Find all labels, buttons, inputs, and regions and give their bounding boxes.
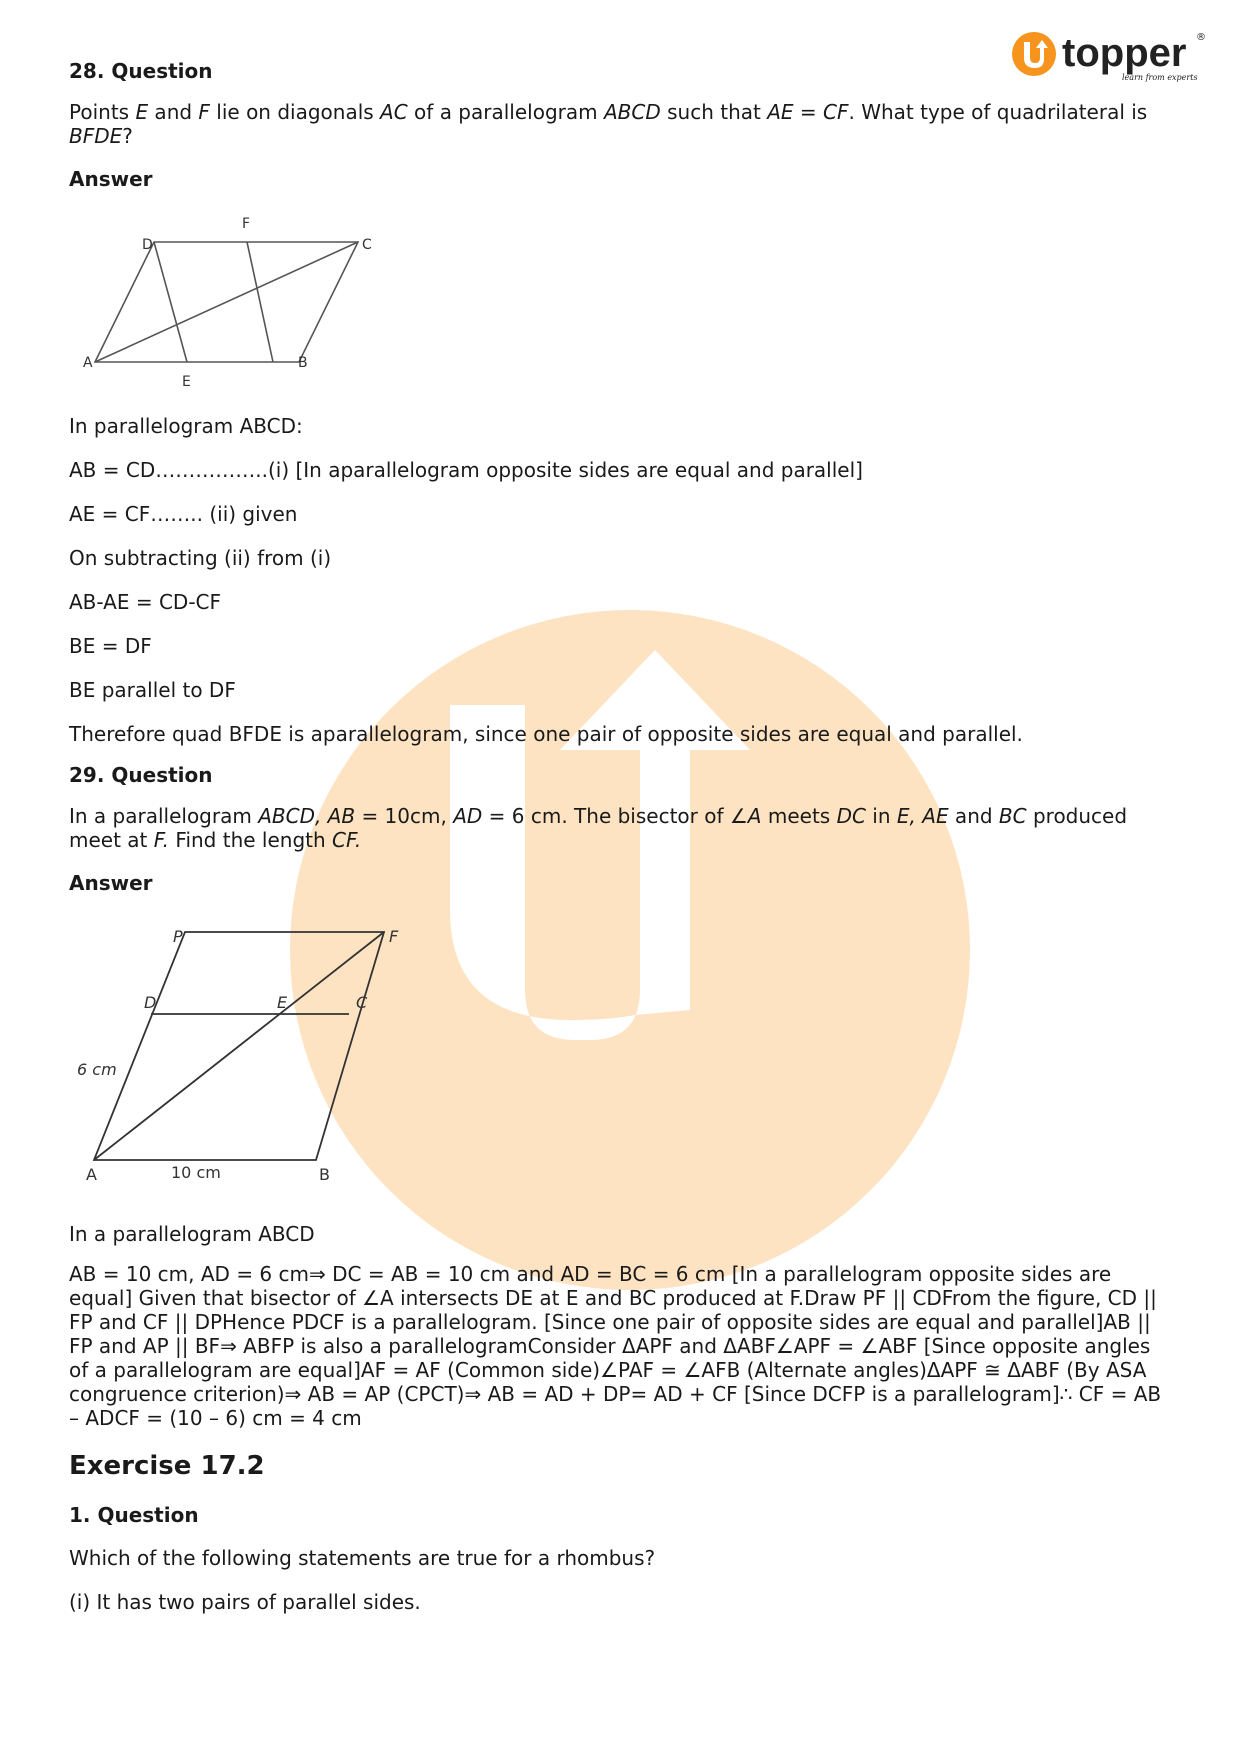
q29-solution-line: – ADCF = (10 – 6) cm = 4 cm (69, 1406, 362, 1430)
q28-line: BE parallel to DF (69, 678, 236, 702)
logo-tagline: learn from experts (1122, 73, 1198, 82)
q29-intro: In a parallelogram ABCD (69, 1222, 315, 1246)
q28-label-f: F (242, 216, 251, 232)
q29-heading: 29. Question (69, 763, 213, 787)
q28-answer-heading: Answer (69, 167, 153, 191)
q29-question-line2: meet at F. Find the length CF. (69, 828, 362, 852)
q28-line: In parallelogram ABCD: (69, 414, 303, 438)
logo-registered: ® (1196, 32, 1206, 43)
q29-label-a: A (86, 1165, 97, 1184)
q28-question: Points E and F lie on diagonals AC of a parallelogram ABCD such that AE = CF. What type of quadrilateral is BFDE? (69, 100, 1148, 148)
q29-label-b: B (319, 1165, 330, 1184)
q29-parallelogram-figure (69, 910, 449, 1200)
q28-solution (69, 414, 1179, 746)
ex-q1-text: Which of the following statements are true for a rhombus? (69, 1546, 656, 1570)
exercise-heading: Exercise 17.2 (69, 1451, 265, 1481)
q29-solution-line: FP and AP || BF⇒ ABFP is also a parallelogramConsider ΔAPF and ΔABF∠APF = ∠ABF [Since opposite angles (69, 1334, 1151, 1358)
q28-line: BE = DF (69, 634, 152, 658)
q29-label-c: C (356, 993, 368, 1012)
q28-parallelogram-figure (69, 200, 389, 390)
q29-solution-line: congruence criterion)⇒ AB = AP (CPCT)⇒ AB = AD + DP= AD + CF [Since DCFP is a parallelogram]∴ CF = AB (69, 1382, 1162, 1406)
q29-label-p: P (173, 927, 183, 946)
q28-line: AB-AE = CD-CF (69, 590, 222, 614)
q28-line: On subtracting (ii) from (i) (69, 546, 332, 570)
main-content (69, 48, 1179, 1614)
q28-label-e: E (182, 374, 191, 390)
q29-question: In a parallelogram ABCD, AB = 10cm, AD = 6 cm. The bisector of ∠A meets DC in E, AE and BC produced (69, 804, 1128, 828)
q29-solution (69, 1262, 1179, 1430)
q29-solution-line: of a parallelogram are equal]AF = AF (Common side)∠PAF = ∠AFB (Alternate angles)ΔAPF ≅ ΔABF (By ASA (69, 1358, 1147, 1382)
q29-solution-line: AB = 10 cm, AD = 6 cm⇒ DC = AB = 10 cm and AD = BC = 6 cm [In a parallelogram opposite sides are (69, 1262, 1112, 1286)
ex-q1-option: (i) It has two pairs of parallel sides. (69, 1590, 421, 1614)
q28-heading: 28. Question (69, 59, 213, 83)
q29-solution-line: FP and CF || DPHence PDCF is a parallelogram. [Since one pair of opposite sides are equal and parallel]AB || (69, 1310, 1151, 1334)
q28-line: Therefore quad BFDE is aparallelogram, since one pair of opposite sides are equal and parallel. (69, 722, 1023, 746)
q29-solution-line: equal] Given that bisector of ∠A intersects DE at E and BC produced at F.Draw PF || CDFrom the figure, CD || (69, 1286, 1157, 1310)
topper-logo-icon (1010, 28, 1210, 88)
ex-q1-heading: 1. Question (69, 1503, 199, 1527)
q28-line: AB = CD……………..(i) [In aparallelogram opposite sides are equal and parallel] (69, 458, 863, 482)
q29-answer-heading: Answer (69, 871, 153, 895)
q29-label-f: F (389, 927, 399, 946)
q29-label-e: E (277, 993, 288, 1012)
q28-label-d: D (142, 237, 153, 253)
logo-brand-text: topper (1062, 31, 1187, 75)
q29-label-6cm: 6 cm (77, 1060, 117, 1079)
q29-label-10cm: 10 cm (171, 1163, 221, 1182)
q28-line: AE = CF…….. (ii) given (69, 502, 298, 526)
q29-label-d: D (144, 993, 157, 1012)
q28-label-a: A (83, 355, 93, 371)
q28-label-b: B (298, 355, 308, 371)
q28-label-c: C (362, 237, 372, 253)
